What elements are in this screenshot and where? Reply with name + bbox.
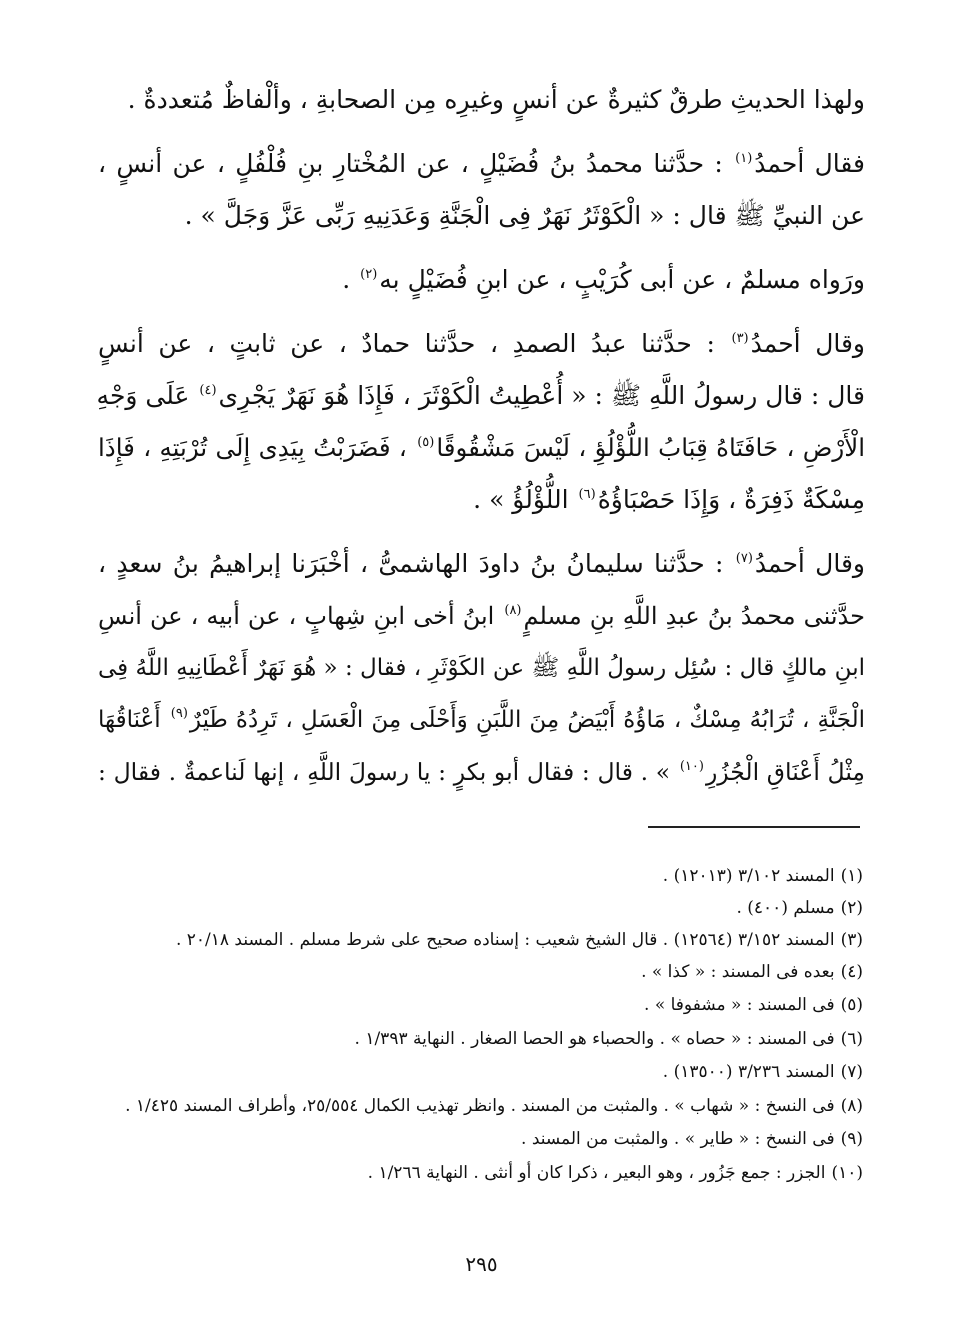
footnote-ref: (٧) xyxy=(735,550,753,566)
page-number: ٢٩٥ xyxy=(465,1252,498,1276)
body-line: الْجَنَّةِ ، تُرَابُهُ مِسْكٌ ، مَاؤُهُ أَبْيَضُ مِنَ اللَّبَنِ وَأَحْلَى مِنَ الْعَسَلِ ، تَرِدُهُ طَيْرٌ$^{(٩)}$ أَعْنَاقُهَا xyxy=(98,705,865,733)
footnote-ref: (٢) xyxy=(360,266,378,282)
body-line: فقال أحمدُ$^{(١)}$ : حدَّثنا محمدُ بنُ فُضَيْلٍ ، عن المُخْتارِ بنِ فُلْفُلٍ ، عن أنسٍ ، xyxy=(98,149,865,178)
footnote: (٩)فى النسخ : « طاير » . والمثبت من المسند . xyxy=(521,1129,863,1149)
body-line: ولهذا الحديثِ طرقٌ كثيرةٌ عن أنسٍ وغيرِه مِن الصحابةِ ، وألْفاظٌ مُتعددةٌ . xyxy=(127,85,865,114)
footnote: (٨)فى النسخ : « شهاب » . والمثبت من المسند . وانظر تهذيب الكمال ٢٥/٥٥٤، وأطراف المسند ١/٤٢٥ . xyxy=(125,1096,863,1116)
footnote-ref: (١) xyxy=(735,150,753,166)
footnote-ref: (١٠) xyxy=(679,758,704,774)
footnote: (١)المسند ٣/١٠٢ (١٢٠١٣) . xyxy=(662,866,863,886)
footnote: (٢)مسلم (٤٠٠) . xyxy=(736,898,863,918)
footnote-ref: (٥) xyxy=(417,434,435,450)
footnote: (٥)فى المسند : « مشفوفا » . xyxy=(644,995,863,1015)
body-line: وقال أحمدُ$^{(٣)}$ : حدَّثنا عبدُ الصمدِ ، حدَّثنا حمادٌ ، عن ثابتٍ ، عن أنسٍ xyxy=(98,329,865,358)
footnote-ref: (٣) xyxy=(731,330,749,346)
footnote: (٣)المسند ٣/١٥٢ (١٢٥٦٤) . قال الشيخ شعيب : إسناده صحيح على شرط مسلم . المسند ٢٠/١٨ . xyxy=(175,930,863,950)
footnote: (٦)فى المسند : « حصاه » . والحصباء هو الحصا الصغار . النهاية ١/٣٩٣ . xyxy=(354,1029,863,1049)
footnote-separator xyxy=(648,826,860,828)
footnote-ref: (٨) xyxy=(504,602,522,618)
body-line: الْأَرْضِ ، حَافَتَاهُ قِبَابُ اللُّؤْلُؤِ ، لَيْسَ مَشْقُوقًا$^{(٥)}$ ، فَضَرَبْتُ بِيَدِى إِلَى تُرْبَتِهِ ، فَإِذَا xyxy=(98,433,866,462)
body-line: ابنِ مالكٍ قال : سُئِل رسولُ اللَّهِ ﷺ عن الكَوْثَرِ ، فقال : « هُوَ نَهَرٌ أَعْطَانِيهِ اللَّهُ فِى xyxy=(98,655,865,681)
footnote: (١٠)الجزر : جمع جَزُور ، وهو البعير ، ذكرا كان أو أنثى . النهاية ١/٢٦٦ . xyxy=(367,1163,863,1183)
footnote: (٤)بعده فى المسند : « كذا » . xyxy=(641,962,863,982)
body-line: ورَواه مسلمٌ ، عن أبى كُرَيْبٍ ، عن ابنِ فُضَيْلٍ به$^{(٢)}$ . xyxy=(342,265,865,294)
footnote: (٧)المسند ٣/٢٣٦ (١٣٥٠٠) . xyxy=(662,1062,863,1082)
body-line: مِسْكَةٌ ذَفِرَةٌ ، وَإِذَا حَصْبَاؤُهُ$^{(٦)}$ اللُّؤْلُؤُ » . xyxy=(473,485,865,514)
footnote-ref: (٤) xyxy=(199,382,217,398)
body-line: وقال أحمدُ$^{(٧)}$ : حدَّثنا سليمانُ بنُ داودَ الهاشمىُّ ، أخْبَرَنا إبراهيمُ بنُ سعدٍ ، xyxy=(98,549,865,578)
body-line: قال : قال رسولُ اللَّهِ ﷺ : « أُعْطِيتُ الْكَوْثَرَ ، فَإِذَا هُوَ نَهَرٌ يَجْرِى$^{(٤)}$ عَلَى وَجْهِ xyxy=(96,381,865,410)
body-line: مِثْلُ أَعْنَاقِ الْجُزُرِ$^{(١٠)}$ » . قال : فقال أبو بكرٍ : يا رسولَ اللَّهِ ، إنها لَناعمةٌ . فقال : xyxy=(98,758,866,786)
footnote-ref: (٩) xyxy=(170,705,188,721)
footnote-ref: (٦) xyxy=(578,486,596,502)
body-line: حدَّثنى محمدُ بنُ عبدِ اللَّهِ بنِ مسلمٍ$^{(٨)}$ ابنُ أخى ابنِ شِهابٍ ، عن أبيه ، عن أنسِ xyxy=(98,602,865,630)
body-line: عن النبيِّ ﷺ قال : « الْكَوْثَرُ نَهَرٌ فِى الْجَنَّةِ وَعَدَنِيهِ رَبِّى عَزَّ وَجَلَّ » . xyxy=(184,201,865,230)
